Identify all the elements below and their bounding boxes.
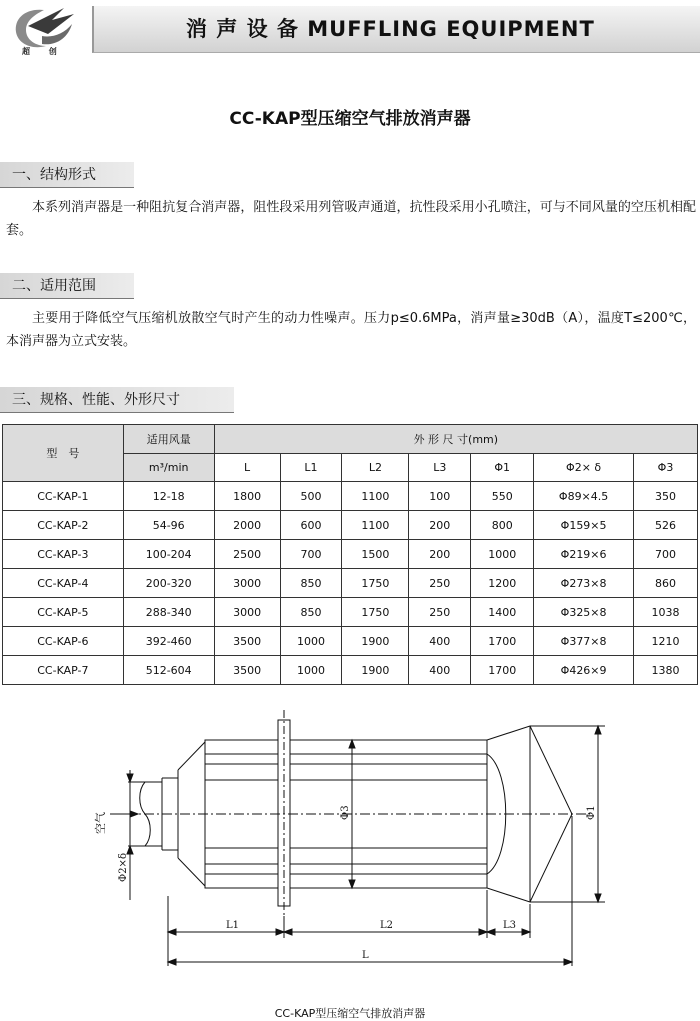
table-cell: 1750 [342,569,409,598]
table-cell: 392-460 [123,627,214,656]
spec-table [2,424,698,685]
header-dim: Φ1 [471,454,534,482]
table-cell: 200 [409,511,471,540]
table-cell: 1400 [471,598,534,627]
table-row [3,598,698,627]
label-L: L [362,950,369,961]
table-cell: CC-KAP-4 [3,569,124,598]
header-dim: Φ3 [634,454,698,482]
table-row [3,511,698,540]
table-cell: 288-340 [123,598,214,627]
header-model: 型 号 [3,425,124,482]
table-cell: 200-320 [123,569,214,598]
table-cell: 500 [280,482,342,511]
table-cell: 1200 [471,569,534,598]
table-cell: 1000 [280,627,342,656]
table-cell: 250 [409,569,471,598]
table-cell: Φ325×8 [534,598,634,627]
table-cell: 800 [471,511,534,540]
table-cell: 600 [280,511,342,540]
table-row [3,482,698,511]
table-body [3,482,698,685]
header-flow-unit: m³/min [123,454,214,482]
table-cell: CC-KAP-1 [3,482,124,511]
table-cell: 54-96 [123,511,214,540]
table-cell: 860 [634,569,698,598]
table-cell: 3500 [214,656,280,685]
table-cell: 1100 [342,511,409,540]
table-cell: 12-18 [123,482,214,511]
table-cell: 512-604 [123,656,214,685]
table-cell: 3000 [214,598,280,627]
header-dimensions: 外 形 尺 寸(mm) [214,425,697,454]
table-row [3,656,698,685]
page-header [0,0,700,62]
section-text-structure: 本系列消声器是一种阻抗复合消声器，阻性段采用列管吸声通道，抗性段采用小孔喷注，可与不同风量的空压机相配套。 [6,200,696,238]
table-cell: CC-KAP-2 [3,511,124,540]
section-heading-structure: 一、结构形式 [0,162,134,188]
table-cell: 100 [409,482,471,511]
table-cell: 3500 [214,627,280,656]
table-cell: 1000 [471,540,534,569]
drawing-caption: CC-KAP型压缩空气排放消声器 [274,1007,426,1020]
header-dim: L [214,454,280,482]
page-title: CC-KAP型压缩空气排放消声器 [229,109,471,129]
header-flow: 适用风量 [123,425,214,454]
table-cell: 1700 [471,627,534,656]
table-cell: Φ377×8 [534,627,634,656]
table-row [3,627,698,656]
header-dim: L1 [280,454,342,482]
header-banner [92,6,700,53]
table-cell: Φ159×5 [534,511,634,540]
table-cell: 400 [409,627,471,656]
table-cell: Φ273×8 [534,569,634,598]
table-cell: 250 [409,598,471,627]
table-cell: 1000 [280,656,342,685]
table-cell: CC-KAP-6 [3,627,124,656]
table-cell: 700 [280,540,342,569]
table-cell: 1750 [342,598,409,627]
table-cell: CC-KAP-5 [3,598,124,627]
header-dim: L2 [342,454,409,482]
label-L1: L1 [226,920,240,931]
label-L2: L2 [380,920,394,931]
table-cell: 550 [471,482,534,511]
table-cell: Φ89×4.5 [534,482,634,511]
table-cell: 1500 [342,540,409,569]
table-cell: 850 [280,569,342,598]
table-cell: 1210 [634,627,698,656]
table-cell: 1700 [471,656,534,685]
table-cell: 850 [280,598,342,627]
muffler-drawing [0,700,700,1000]
table-cell: Φ426×9 [534,656,634,685]
table-cell: 526 [634,511,698,540]
header-dim: L3 [409,454,471,482]
table-cell: Φ219×6 [534,540,634,569]
table-cell: 200 [409,540,471,569]
section-heading-specs: 三、规格、性能、外形尺寸 [0,387,234,413]
table-cell: 3000 [214,569,280,598]
label-air: 空气 [94,812,107,834]
table-cell: 400 [409,656,471,685]
table-cell: 2000 [214,511,280,540]
table-row [3,569,698,598]
header-dim: Φ2× δ [534,454,634,482]
table-cell: 700 [634,540,698,569]
table-cell: 1100 [342,482,409,511]
label-phi2: Φ2×δ [118,853,129,882]
section-text-scope: 主要用于降低空气压缩机放散空气时产生的动力性噪声。压力p≤0.6MPa，消声量≥30dB（A），温度T≤200℃，本消声器为立式安装。 [6,311,696,349]
label-phi3: Φ3 [340,805,351,820]
table-cell: 1900 [342,627,409,656]
table-cell: 1900 [342,656,409,685]
table-cell: 100-204 [123,540,214,569]
table-cell: 1800 [214,482,280,511]
table-row [3,540,698,569]
label-phi1: Φ1 [586,805,597,820]
table-cell: 350 [634,482,698,511]
banner-title: 消 声 设 备 MUFFLING EQUIPMENT [186,17,595,41]
table-cell: 2500 [214,540,280,569]
table-cell: 1038 [634,598,698,627]
logo-text: 超 创 [22,47,65,56]
table-cell: CC-KAP-3 [3,540,124,569]
label-L3: L3 [503,920,517,931]
table-cell: 1380 [634,656,698,685]
section-heading-scope: 二、适用范围 [0,273,134,299]
table-cell: CC-KAP-7 [3,656,124,685]
